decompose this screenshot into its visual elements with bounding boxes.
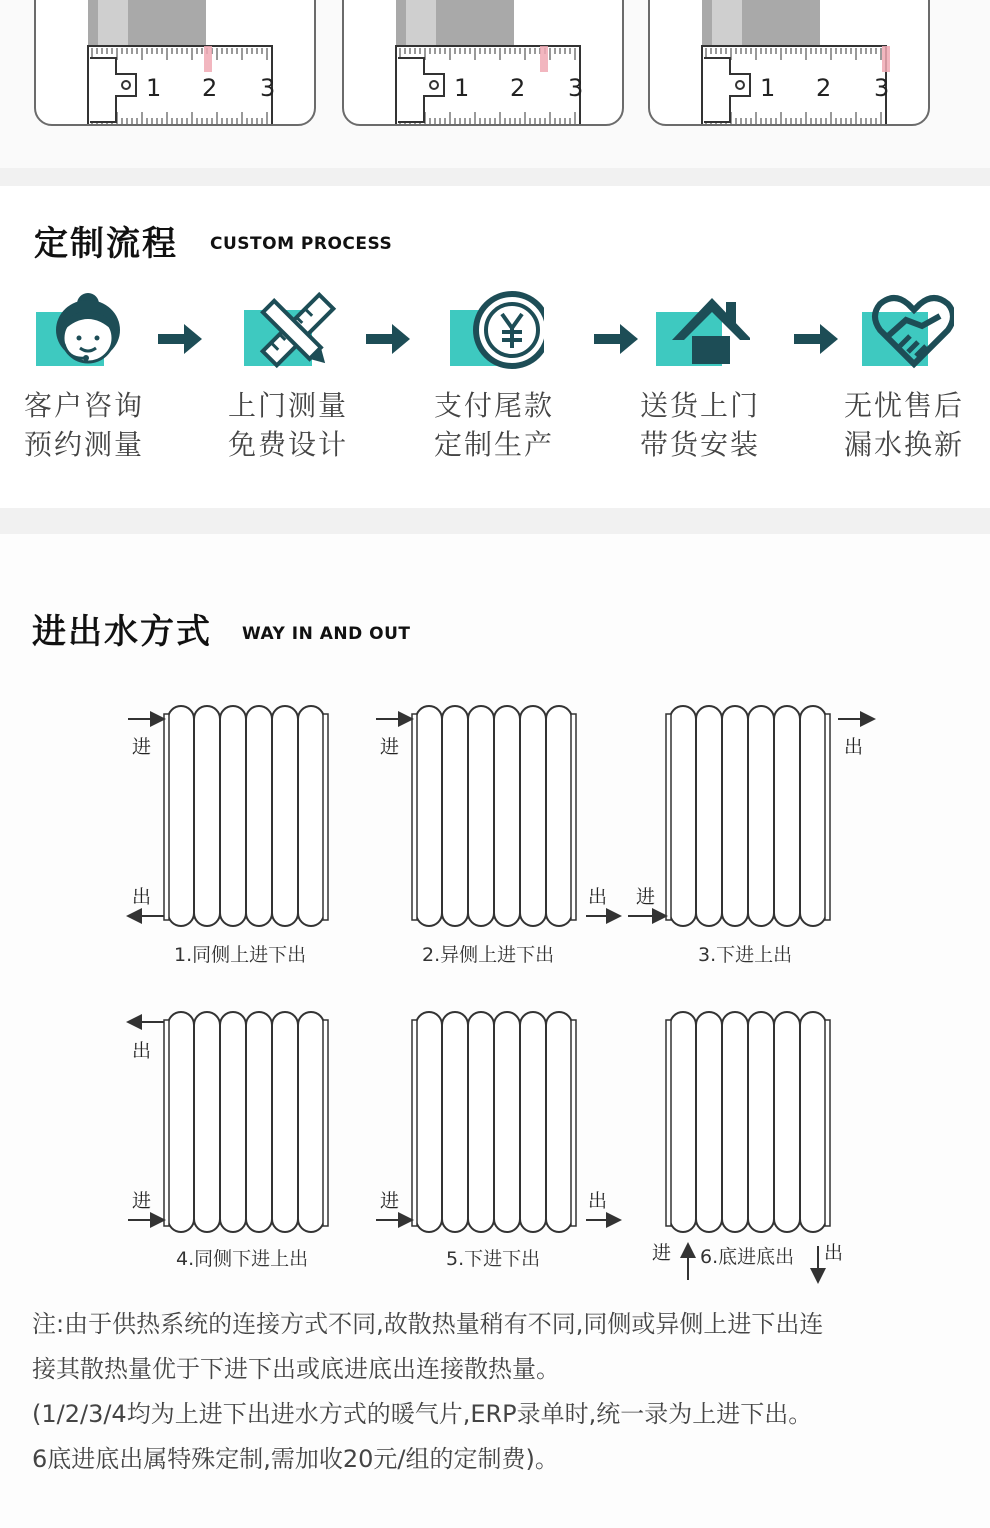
tape-hook-hole bbox=[430, 81, 438, 89]
process-step-aftersale bbox=[844, 286, 990, 464]
inlet-label: 进 bbox=[380, 736, 400, 758]
inlet-label: 进 bbox=[636, 886, 656, 908]
step-label-line1: 送货上门 bbox=[640, 389, 761, 422]
step-label-line2: 带货安装 bbox=[640, 428, 761, 461]
outlet-label: 出 bbox=[824, 1242, 844, 1264]
step-arrow-icon bbox=[594, 324, 640, 354]
step-arrow-icon bbox=[794, 324, 840, 354]
tape-measure-band bbox=[0, 0, 990, 168]
ruler-number: 1 bbox=[760, 74, 776, 102]
handshake-heart-icon bbox=[844, 286, 954, 376]
ruler-number: 2 bbox=[510, 74, 526, 102]
process-step-payment bbox=[434, 286, 584, 464]
ruler-number: 2 bbox=[202, 74, 218, 102]
outlet-label: 出 bbox=[132, 886, 152, 908]
section-divider bbox=[0, 168, 990, 186]
connection-note bbox=[32, 1302, 962, 1482]
outlet-label: 出 bbox=[588, 1190, 608, 1212]
way-subtitle: WAY IN AND OUT bbox=[242, 624, 411, 644]
step-arrow-icon bbox=[158, 324, 204, 354]
process-step-measure bbox=[228, 286, 378, 464]
note-line: 接其散热量优于下进下出或底进底出连接散热量。 bbox=[32, 1355, 560, 1383]
ruler-number: 3 bbox=[260, 74, 276, 102]
tape-measure-panel-2 bbox=[342, 0, 624, 126]
process-subtitle: CUSTOM PROCESS bbox=[210, 234, 393, 254]
step-label-line1: 无忧售后 bbox=[844, 389, 965, 422]
tape-measure-panel-3 bbox=[648, 0, 930, 126]
inlet-label: 进 bbox=[132, 1190, 152, 1212]
outlet-label: 出 bbox=[132, 1040, 152, 1062]
ruler-number: 1 bbox=[146, 74, 162, 102]
pipe-highlight bbox=[712, 0, 742, 48]
step-label-line2: 定制生产 bbox=[434, 428, 555, 461]
step-label-line2: 漏水换新 bbox=[844, 428, 965, 461]
house-icon bbox=[640, 286, 750, 376]
process-title: 定制流程 bbox=[34, 224, 178, 264]
tape-measure-image-3 bbox=[650, 0, 930, 126]
outlet-label: 出 bbox=[588, 886, 608, 908]
inlet-label: 进 bbox=[652, 1242, 672, 1264]
process-step-delivery bbox=[640, 286, 790, 464]
measure-marker bbox=[204, 46, 212, 72]
diagram-caption: 6.底进底出 bbox=[700, 1246, 795, 1268]
measure-marker bbox=[540, 46, 548, 72]
inlet-label: 进 bbox=[132, 736, 152, 758]
note-line: 注:由于供热系统的连接方式不同,故散热量稍有不同,同侧或异侧上进下出连 bbox=[32, 1310, 824, 1338]
custom-process-section bbox=[0, 186, 990, 508]
section-divider bbox=[0, 508, 990, 534]
tape-measure-image-1 bbox=[36, 0, 316, 126]
ruler-number: 1 bbox=[454, 74, 470, 102]
pipe-highlight bbox=[406, 0, 436, 48]
tape-measure-image-2 bbox=[344, 0, 624, 126]
ruler-number: 3 bbox=[874, 74, 890, 102]
step-label-line1: 客户咨询 bbox=[24, 389, 145, 422]
step-label-line1: 支付尾款 bbox=[434, 389, 555, 422]
diagram-caption: 4.同侧下进上出 bbox=[176, 1248, 309, 1270]
process-step-consult bbox=[24, 286, 174, 464]
step-label-line2: 免费设计 bbox=[228, 428, 349, 461]
measure-marker bbox=[882, 46, 890, 72]
way-title: 进出水方式 bbox=[32, 612, 212, 652]
note-line: (1/2/3/4均为上进下出进水方式的暖气片,ERP录单时,统一录为上进下出。 bbox=[32, 1400, 813, 1428]
outlet-label: 出 bbox=[844, 736, 864, 758]
yuan-coin-icon bbox=[434, 286, 544, 376]
diagram-caption: 2.异侧上进下出 bbox=[422, 944, 555, 966]
step-label-line2: 预约测量 bbox=[24, 428, 145, 461]
diagram-caption: 1.同侧上进下出 bbox=[174, 944, 307, 966]
step-label-line1: 上门测量 bbox=[228, 389, 349, 422]
ruler-number: 2 bbox=[816, 74, 832, 102]
diagram-caption: 3.下进上出 bbox=[698, 944, 793, 966]
note-line: 6底进底出属特殊定制,需加收20元/组的定制费)。 bbox=[32, 1445, 559, 1473]
tape-hook-hole bbox=[122, 81, 130, 89]
ruler-number: 3 bbox=[568, 74, 584, 102]
diagram-caption: 5.下进下出 bbox=[446, 1248, 541, 1270]
tape-hook-hole bbox=[736, 81, 744, 89]
ruler-pencil-icon bbox=[228, 286, 338, 376]
inlet-label: 进 bbox=[380, 1190, 400, 1212]
pipe-highlight bbox=[98, 0, 128, 48]
tape-measure-panel-1 bbox=[34, 0, 316, 126]
step-arrow-icon bbox=[366, 324, 412, 354]
customer-service-icon bbox=[24, 286, 134, 376]
